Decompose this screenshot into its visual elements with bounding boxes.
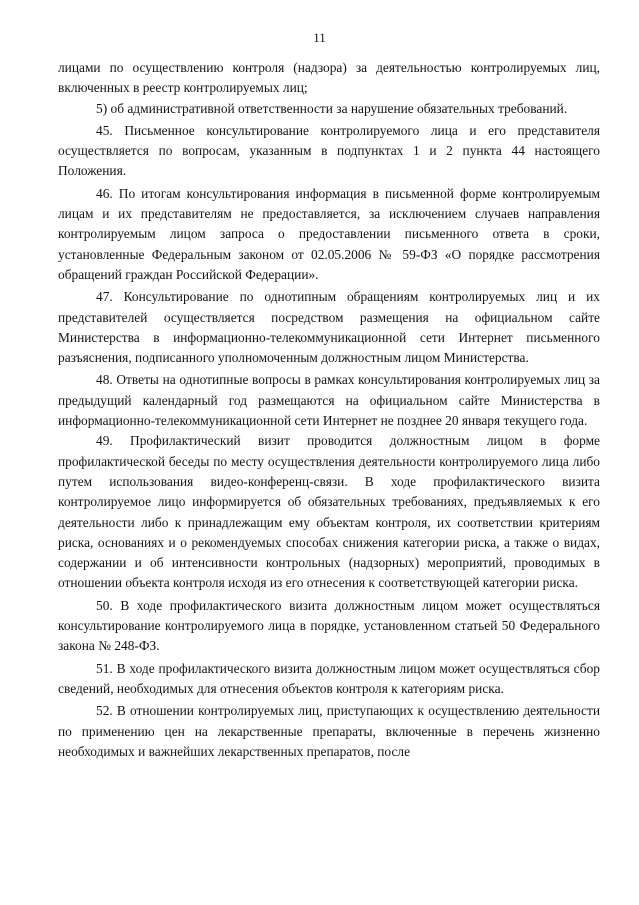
paragraph-46: 46. По итогам консультирования информация в письменной форме контролируемым лицам и их представителям не предоставляется, за исключением случаев направления контролируемым лицом запроса о предоставлении письменного ответа в сроки, установленные Федеральным законом от 02.05.2006 № 59-ФЗ «О порядке рассмотрения обращений граждан Российской Федерации».	[58, 185, 600, 282]
paragraph-49: 49. Профилактический визит проводится должностным лицом в форме профилактической беседы по месту осуществления деятельности контролируемого лица либо путем использования видео-конференц-связи. В ходе профилактического визита контролируемое лицо информируется об обязательных требованиях, предъявляемых к его деятельности либо к принадлежащим ему объектам контроля, их соответствии критериям риска, основаниях и о рекомендуемых способах снижения категории риска, а также о видах, содержании и об интенсивности контрольных (надзорных) мероприятий, проводимых в отношении объекта контроля исходя из его отнесения к соответствующей категории риска.	[58, 433, 600, 591]
paragraph-item-5: 5) об административной ответственности за нарушение обязательных требований.	[96, 100, 568, 116]
paragraph-50: 50. В ходе профилактического визита должностным лицом может осуществляться консультирование контролируемого лица в порядке, установленном статьей 50 Федерального закона № 248-ФЗ.	[58, 597, 600, 654]
paragraph-51: 51. В ходе профилактического визита должностным лицом может осуществляться сбор сведений, необходимых для отнесения объектов контроля к категориям риска.	[58, 660, 600, 696]
page-number: 11	[313, 30, 326, 45]
document-body	[58, 58, 600, 762]
paragraph-continuation: лицами по осуществлению контроля (надзора) за деятельностью контролируемых лиц, включенных в реестр контролируемых лиц;	[58, 60, 600, 96]
paragraph-52: 52. В отношении контролируемых лиц, приступающих к осуществлению деятельности по применению цен на лекарственные препараты, включенные в перечень жизненно необходимых и важнейших лекарственных препаратов, после	[58, 703, 600, 759]
paragraph-45: 45. Письменное консультирование контролируемого лица и его представителя осуществляется по вопросам, указанным в подпунктах 1 и 2 пункта 44 настоящего Положения.	[58, 122, 600, 179]
paragraph-47: 47. Консультирование по однотипным обращениям контролируемых лиц и их представителей осуществляется посредством размещения на официальном сайте Министерства в информационно-телекоммуникационной сети Интернет письменного разъяснения, подписанного уполномоченным должностным лицом Министерства.	[58, 289, 600, 366]
paragraph-48: 48. Ответы на однотипные вопросы в рамках консультирования контролируемых лиц за предыдущий календарный год размещаются на официальном сайте Министерства в информационно-телекоммуникационной сети Интернет не позднее 20 января текущего года.	[58, 372, 600, 429]
